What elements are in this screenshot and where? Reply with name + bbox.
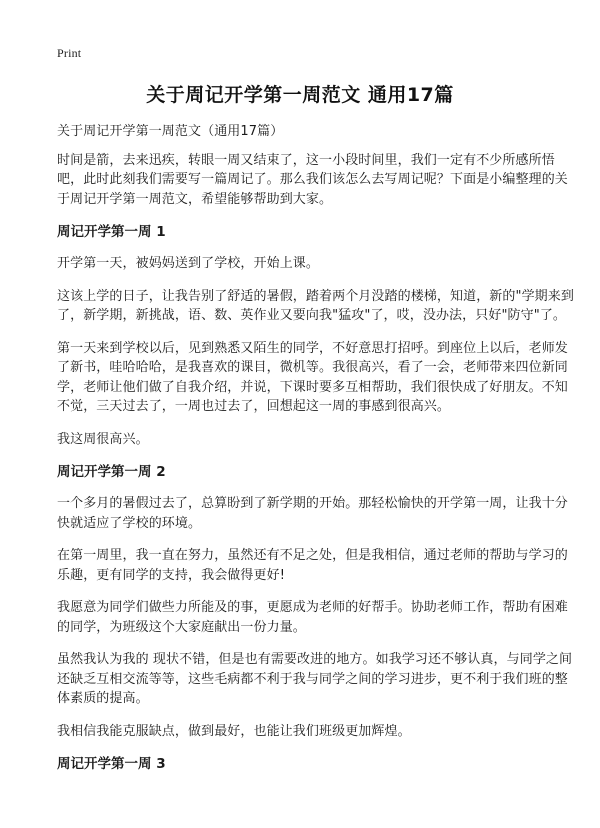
section-heading-2: 周记开学第一周 2 xyxy=(57,464,166,480)
print-link[interactable]: Print xyxy=(57,46,82,60)
article-body xyxy=(57,122,577,786)
paragraph: 虽然我认为我的 现状不错，但是也有需要改进的地方。如我学习还不够认真，与同学之间还缺乏互相交流等等，这些毛病都不利于我与同学之间的学习进步，更不利于我们班的整体素质的提高。 xyxy=(57,652,573,706)
section-heading-1: 周记开学第一周 1 xyxy=(57,224,166,240)
intro-paragraph: 时间是箭，去来迅疾，转眼一周又结束了，这一小段时间里，我们一定有不少所感所悟吧，此时此刻我们需要写一篇周记了。那么我们该怎么去写周记呢？下面是小编整理的关于周记开学第一周范文，希望能够帮助到大家。 xyxy=(57,152,568,207)
paragraph: 一个多月的暑假过去了，总算盼到了新学期的开始。那轻松愉快的开学第一周，让我十分快就适应了学校的环境。 xyxy=(57,496,568,531)
paragraph: 我愿意为同学们做些力所能及的事，更愿成为老师的好帮手。协助老师工作，帮助有困难的同学，为班级这个大家庭献出一份力量。 xyxy=(57,600,568,635)
article-subtitle: 关于周记开学第一周范文（通用17篇） xyxy=(57,124,284,139)
paragraph: 在第一周里，我一直在努力，虽然还有不足之处，但是我相信，通过老师的帮助与学习的乐趣，更有同学的支持，我会做得更好! xyxy=(57,548,568,583)
paragraph: 第一天来到学校以后，见到熟悉又陌生的同学，不好意思打招呼。到座位上以后，老师发了新书，哇哈哈哈，是我喜欢的课目，微机等。我很高兴，看了一会，老师带来四位新同学，老师让他们做了自我介绍，并说，下课时要多互相帮助，我们很快成了好朋友。不知不觉，三天过去了，一周也过去了，回想起这一周的事感到很高兴。 xyxy=(57,340,568,414)
paragraph: 这该上学的日子，让我告别了舒适的暑假，踏着两个月没踏的楼梯，知道，新的"学期来到了，新学期，新挑战，语、数、英作业又要向我"猛攻"了，哎，没办法，只好"防守"了。 xyxy=(57,288,574,323)
paragraph: 我这周很高兴。 xyxy=(57,431,149,447)
page-title: 关于周记开学第一周范文 通用17篇 xyxy=(146,84,454,106)
paragraph: 开学第一天，被妈妈送到了学校，开始上课。 xyxy=(57,256,320,271)
paragraph: 我相信我能克服缺点，做到最好，也能让我们班级更加辉煌。 xyxy=(57,723,411,739)
section-heading-3: 周记开学第一周 3 xyxy=(57,756,166,772)
